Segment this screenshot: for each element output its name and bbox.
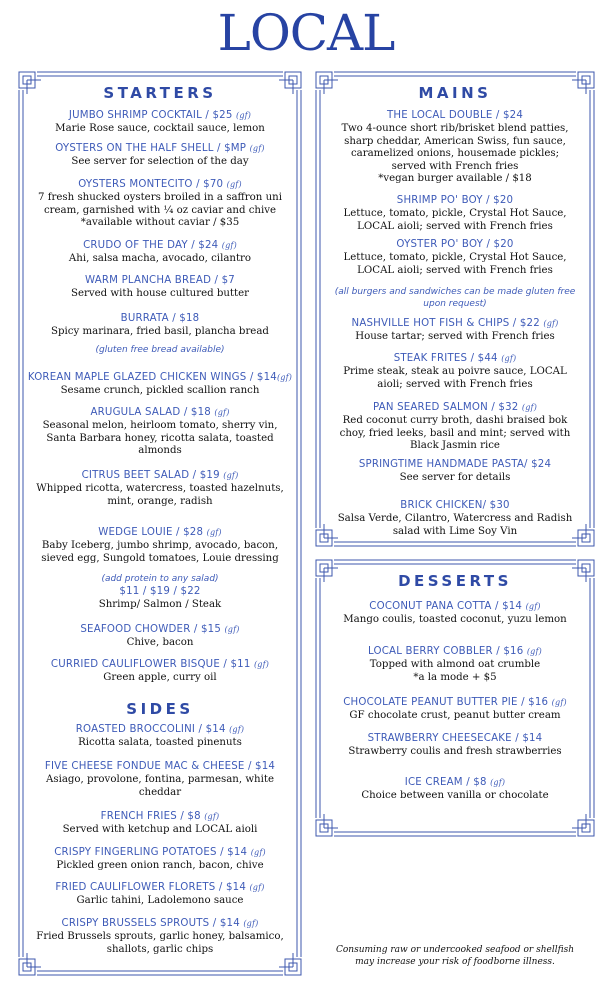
- item-desc: Garlic tahini, Ladolemono sauce: [76, 895, 244, 906]
- item-name: OYSTERS ON THE HALF SHELL / $MP: [55, 143, 247, 154]
- mains-heading: MAINS: [418, 84, 492, 102]
- item-desc: Red coconut curry broth, dashi braised bok: [342, 415, 568, 426]
- item-desc: Fried Brussels sprouts, garlic honey, balsamico,: [36, 931, 284, 942]
- item-desc: cream, garnished with ¼ oz caviar and chive: [43, 204, 277, 216]
- item-name: SEAFOOD CHOWDER / $15: [80, 624, 222, 635]
- item-name: CRISPY BRUSSELS SPROUTS / $14: [61, 918, 240, 929]
- gf-label: (gf): [543, 319, 559, 328]
- menu-item: [314, 457, 596, 485]
- item-desc: 7 fresh shucked oysters broiled in a saffron uni: [38, 192, 282, 203]
- gf-label: (gf): [253, 660, 270, 669]
- item-desc: aioli; served with French fries: [377, 378, 533, 390]
- menu-item: [17, 177, 303, 230]
- item-name: WARM PLANCHA BREAD / $7: [84, 275, 235, 286]
- item-name: OYSTER PO' BOY / $20: [396, 239, 514, 250]
- menu-item: [17, 311, 303, 339]
- item-name: ICE CREAM / $8: [404, 777, 487, 788]
- item-desc: Two 4-ounce short rib/brisket blend patties,: [341, 123, 569, 134]
- item-name: CRISPY FINGERLING POTATOES / $14: [54, 847, 248, 858]
- item-desc: Asiago, provolone, fontina, parmesan, white: [45, 774, 274, 785]
- menu-item: [314, 351, 596, 391]
- item-desc: Green apple, curry oil: [103, 672, 217, 683]
- item-desc: sieved egg, Sungold tomatoes, Louie dressing: [41, 552, 279, 564]
- item-name: SHRIMP PO' BOY / $20: [396, 195, 514, 206]
- starters-heading: STARTERS: [103, 84, 217, 102]
- item-desc: Strawberry coulis and fresh strawberries: [348, 746, 562, 757]
- menu-item: [314, 599, 596, 627]
- menu-item: [17, 141, 303, 169]
- item-desc: Choice between vanilla or chocolate: [361, 790, 549, 801]
- item-name: NASHVILLE HOT FISH & CHIPS / $22: [351, 318, 540, 329]
- gf-label: (gf): [206, 528, 222, 537]
- menu-item: [17, 273, 303, 301]
- menu-item: [17, 370, 303, 398]
- item-desc: Black Jasmin rice: [410, 440, 500, 451]
- gf-label: (gf): [526, 647, 542, 656]
- gf-label: (gf): [276, 373, 293, 382]
- menu-item: [17, 584, 303, 612]
- item-name: JUMBO SHRIMP COCKTAIL / $25: [68, 110, 233, 121]
- item-name: FRENCH FRIES / $8: [100, 811, 201, 822]
- gf-label: (gf): [224, 625, 240, 634]
- gf-label: (gf): [226, 180, 242, 189]
- foodborne-illness-disclaimer: Consuming raw or undercooked seafood or shellfish may increase your risk of foodborne illness.: [335, 945, 575, 967]
- menu-item: [17, 468, 303, 508]
- menu-item: [314, 695, 596, 723]
- item-name: ROASTED BROCCOLINI / $14: [75, 724, 226, 735]
- item-name: STEAK FRITES / $44: [393, 353, 498, 364]
- gf-label: (gf): [525, 602, 541, 611]
- gf-label: (gf): [249, 883, 265, 892]
- item-desc: Served with ketchup and LOCAL aioli: [62, 824, 258, 835]
- item-name: CURRIED CAULIFLOWER BISQUE / $11: [50, 659, 251, 670]
- menu-item: [17, 405, 303, 458]
- item-desc: GF chocolate crust, peanut butter cream: [349, 710, 561, 721]
- item-desc: Whipped ricotta, watercress, toasted hazelnuts,: [36, 483, 284, 494]
- item-desc: Sesame crunch, pickled scallion ranch: [60, 385, 260, 396]
- menu-item: [17, 845, 303, 873]
- starters-sides-panel: [17, 70, 303, 977]
- menu-item: [314, 237, 596, 277]
- item-desc: salad with Lime Soy Vin: [392, 525, 518, 537]
- item-name: SPRINGTIME HANDMADE PASTA/ $24: [358, 459, 552, 470]
- item-desc: Mango coulis, toasted coconut, yuzu lemon: [343, 614, 567, 625]
- gf-label: (gf): [221, 241, 237, 250]
- item-desc: Seasonal melon, heirloom tomato, sherry vin,: [42, 420, 278, 431]
- item-name: PAN SEARED SALMON / $32: [372, 402, 519, 413]
- menu-item: [17, 622, 303, 650]
- item-name: FIVE CHEESE FONDUE MAC & CHEESE / $14: [44, 761, 276, 772]
- item-desc: House tartar; served with French fries: [355, 331, 555, 342]
- menu-item: [314, 108, 596, 186]
- item-name: CHOCOLATE PEANUT BUTTER PIE / $16: [343, 697, 549, 708]
- menu-item: [314, 498, 596, 538]
- item-desc: served with French fries: [391, 160, 519, 172]
- menu-item: [314, 731, 596, 759]
- menu-item: [17, 722, 303, 750]
- item-desc: Spicy marinara, fried basil, plancha bread: [51, 326, 269, 337]
- item-name: BURRATA / $18: [120, 313, 200, 324]
- gluten-free-bread-note: (gluten free bread available): [95, 345, 225, 355]
- item-desc: cheddar: [138, 786, 182, 798]
- item-desc: sharp cheddar, American Swiss, fun sauce,: [344, 135, 566, 147]
- item-desc: See server for details: [399, 472, 511, 483]
- item-name: BRICK CHICKEN/ $30: [400, 500, 510, 511]
- sides-heading: SIDES: [126, 700, 194, 718]
- gf-label: (gf): [204, 812, 220, 821]
- item-desc: Served with house cultured butter: [70, 288, 250, 299]
- gf-label: (gf): [521, 403, 538, 412]
- gf-label: (gf): [214, 408, 230, 417]
- gf-label: (gf): [243, 919, 259, 928]
- item-desc: Santa Barbara honey, ricotta salata, toasted: [46, 432, 274, 444]
- item-desc: Baby Iceberg, jumbo shrimp, avocado, bacon,: [41, 540, 279, 551]
- desserts-heading: DESSERTS: [398, 572, 512, 590]
- item-desc: Lettuce, tomato, pickle, Crystal Hot Sauce,: [343, 252, 567, 263]
- menu-item: [17, 880, 303, 908]
- item-desc: Prime steak, steak au poivre sauce, LOCAL: [343, 366, 567, 377]
- item-name: CRUDO OF THE DAY / $24: [83, 240, 219, 251]
- menu-item: [314, 400, 596, 453]
- menu-item: [17, 916, 303, 956]
- mains-panel: [314, 70, 596, 548]
- item-desc: mint, orange, radish: [107, 495, 213, 507]
- gf-label: (gf): [551, 698, 567, 707]
- item-desc: See server for selection of the day: [71, 156, 249, 167]
- item-desc: *vegan burger available / $18: [378, 173, 532, 184]
- item-desc: Marie Rose sauce, cocktail sauce, lemon: [55, 123, 265, 134]
- gf-label: (gf): [490, 778, 506, 787]
- item-desc: Topped with almond oat crumble: [369, 659, 541, 670]
- item-name: LOCAL BERRY COBBLER / $16: [368, 646, 524, 657]
- menu-item: [314, 644, 596, 684]
- item-desc: Chive, bacon: [126, 637, 194, 648]
- restaurant-title: LOCAL: [217, 4, 395, 62]
- item-name: ARUGULA SALAD / $18: [90, 407, 211, 418]
- item-desc: choy, fried leeks, basil and mint; served with: [339, 427, 571, 439]
- item-desc: *a la mode + $5: [413, 671, 497, 683]
- item-name: $11 / $19 / $22: [119, 586, 201, 597]
- item-desc: Salsa Verde, Cilantro, Watercress and Radish: [337, 513, 573, 524]
- gf-label: (gf): [250, 848, 266, 857]
- item-name: THE LOCAL DOUBLE / $24: [386, 110, 524, 121]
- menu-item: [17, 525, 303, 565]
- gf-label: (gf): [223, 471, 239, 480]
- item-name: COCONUT PANA COTTA / $14: [369, 601, 523, 612]
- menu-item: [17, 759, 303, 799]
- item-desc: almonds: [138, 445, 182, 456]
- item-desc: Pickled green onion ranch, bacon, chive: [56, 860, 264, 871]
- menu-item: [17, 809, 303, 837]
- gf-label: (gf): [249, 144, 265, 153]
- item-desc: LOCAL aioli; served with French fries: [357, 264, 553, 276]
- add-protein-note: (add protein to any salad): [101, 574, 219, 584]
- item-desc: Shrimp/ Salmon / Steak: [98, 599, 222, 610]
- menu-item: [314, 316, 596, 344]
- item-desc: Lettuce, tomato, pickle, Crystal Hot Sauce,: [343, 208, 567, 219]
- menu-item: [17, 657, 303, 685]
- item-desc: caramelized onions, housemade pickles;: [350, 148, 560, 159]
- item-desc: *available without caviar / $35: [80, 217, 240, 228]
- gf-label: (gf): [501, 354, 517, 363]
- item-desc: shallots, garlic chips: [106, 943, 214, 955]
- gluten-free-note: (all burgers and sandwiches can be made gluten free upon request): [334, 287, 576, 309]
- menu-item: [17, 108, 303, 136]
- gf-label: (gf): [229, 725, 245, 734]
- item-name: CITRUS BEET SALAD / $19: [81, 470, 220, 481]
- gf-label: (gf): [236, 111, 252, 120]
- item-desc: Ricotta salata, toasted pinenuts: [78, 737, 242, 748]
- item-name: FRIED CAULIFLOWER FLORETS / $14: [55, 882, 247, 893]
- item-desc: Ahi, salsa macha, avocado, cilantro: [68, 253, 252, 264]
- menu-item: [17, 238, 303, 266]
- item-name: OYSTERS MONTECITO / $70: [78, 179, 224, 190]
- item-name: WEDGE LOUIE / $28: [98, 527, 204, 538]
- item-name: KOREAN MAPLE GLAZED CHICKEN WINGS / $14: [27, 372, 277, 383]
- desserts-panel: [314, 558, 596, 838]
- item-name: STRAWBERRY CHEESECAKE / $14: [367, 733, 543, 744]
- menu-item: [314, 193, 596, 233]
- menu-item: [314, 775, 596, 803]
- item-desc: LOCAL aioli; served with French fries: [357, 220, 553, 232]
